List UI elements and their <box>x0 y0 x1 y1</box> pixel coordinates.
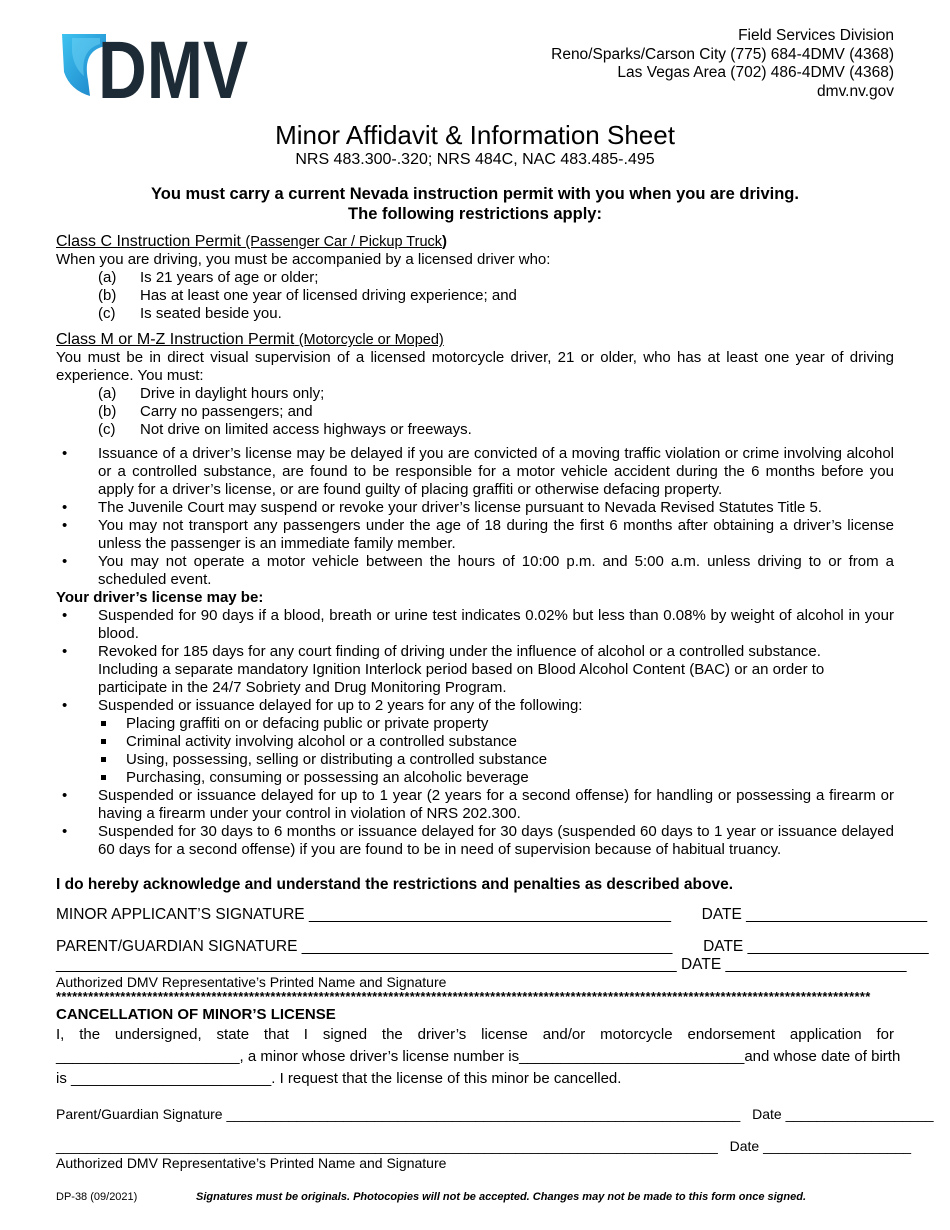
cancellation-line-1: I, the undersigned, state that I signed the driver’s license and/or motorcycle endorsement application for <box>56 1026 894 1043</box>
cancel-rep-label: Authorized DMV Representative’s Printed Name and Signature <box>56 1155 447 1171</box>
bullet-item: • Suspended or issuance delayed for up to 1 year (2 years for a second offense) for handling or possessing a firearm or having a firearm under your control in violation of NRS 202.300. <box>56 787 894 823</box>
bullet-item: • You may not operate a motor vehicle between the hours of 10:00 p.m. and 5:00 a.m. unless driving to or from a scheduled event. <box>56 553 894 589</box>
class-m-item: (c) Not drive on limited access highways or freeways. <box>98 421 472 438</box>
cancel-rep-field[interactable]: _____________________________________________________________________________________ <box>56 1138 718 1154</box>
class-m-section <box>56 331 894 439</box>
bullet-item: • Issuance of a driver’s license may be delayed if you are convicted of a moving traffic violation or crime involving alcohol or a controlled substance, are found to be responsible for a motor vehicle accident during the 6 months before you apply for a driver’s license, or are found guilty of placing graffiti or otherwise defacing property. <box>56 445 894 499</box>
rep-label: Authorized DMV Representative’s Printed Name and Signature <box>56 974 447 990</box>
rep-signature-row <box>56 956 907 974</box>
license-heading: Your driver’s license may be: <box>56 589 264 606</box>
logo-text: DMV <box>98 25 249 116</box>
minor-date-field[interactable]: _____________________ <box>746 906 928 923</box>
divider: ******************************************************************************************************************************************************** <box>56 989 871 1004</box>
bullet-item: • Suspended or issuance delayed for up to 2 years for any of the following: <box>56 697 894 715</box>
minor-signature-label: MINOR APPLICANT’S SIGNATURE <box>56 906 305 923</box>
date-label: Date <box>752 1106 782 1122</box>
cancel-parent-date-field[interactable]: ___________________ <box>785 1106 934 1122</box>
date-label: DATE <box>680 956 722 973</box>
website-link[interactable]: dmv.nv.gov <box>817 82 894 100</box>
sub-bullet-item: Purchasing, consuming or possessing an alcoholic beverage <box>56 769 894 787</box>
class-c-heading: Class C Instruction Permit (Passenger Car / Pickup Truck <box>56 233 443 250</box>
sub-bullet-item: Using, possessing, selling or distributing a controlled substance <box>56 751 894 769</box>
statute-reference: NRS 483.300-.320; NRS 484C, NAC 483.485-.495 <box>295 151 655 168</box>
notice-line-1: You must carry a current Nevada instruction permit with you when you are driving. <box>151 185 799 203</box>
cancellation-heading: CANCELLATION OF MINOR’S LICENSE <box>56 1006 336 1023</box>
parent-date-field[interactable]: _____________________ <box>747 938 929 955</box>
bullet-item: Including a separate mandatory Ignition Interlock period based on Blood Alcohol Content (BAC) or an order to participate in the 24/7 Sobriety and Drug Monitoring Program. <box>98 661 825 696</box>
phone-las-vegas: Las Vegas Area (702) 486-4DMV (4368) <box>617 64 894 81</box>
cancellation-line-2: ______________________, a minor whose driver’s license number is ___________________________ and whose date of birth <box>56 1046 894 1068</box>
cancel-rep-date-field[interactable]: ___________________ <box>763 1138 912 1154</box>
bullet-item: • You may not transport any passengers under the age of 18 during the first 6 months after obtaining a driver’s license unless the passenger is an immediate family member. <box>56 517 894 553</box>
division: Field Services Division <box>738 27 894 44</box>
class-c-item: (c) Is seated beside you. <box>98 305 282 322</box>
sub-bullet-item: Criminal activity involving alcohol or a controlled substance <box>56 733 894 751</box>
date-label: DATE <box>701 906 742 923</box>
cancel-parent-row <box>56 1106 934 1122</box>
parent-signature-field[interactable]: ___________________________________________ <box>301 938 673 955</box>
rep-signature-field[interactable]: ________________________________________________________________________ <box>56 956 677 973</box>
form-id: DP-38 (09/2021) <box>56 1191 138 1203</box>
cancel-rep-row <box>56 1138 911 1154</box>
parent-signature-row <box>56 938 929 956</box>
class-m-intro: You must be in direct visual supervision of a licensed motorcycle driver, 21 or older, who has at least one year of driving experience. You must: <box>56 349 894 384</box>
class-c-intro: When you are driving, you must be accompanied by a licensed driver who: <box>56 251 551 268</box>
sub-bullet-item: Placing graffiti on or defacing public or private property <box>56 715 894 733</box>
rep-date-field[interactable]: _____________________ <box>725 956 907 973</box>
bullet-item: • Suspended for 30 days to 6 months or issuance delayed for 30 days (suspended 60 days to 1 year or issuance delayed 60 days for a second offense) if you are found to be in need of supervision because of habitual truancy. <box>56 823 894 859</box>
bullet-item: • Suspended for 90 days if a blood, breath or urine test indicates 0.02% but less than 0.08% by weight of alcohol in your blood. <box>56 607 894 643</box>
acknowledgement: I do hereby acknowledge and understand the restrictions and penalties as described above. <box>56 876 734 893</box>
bullet-item: • The Juvenile Court may suspend or revoke your driver’s license pursuant to Nevada Revised Statutes Title 5. <box>56 499 894 517</box>
notice <box>0 184 950 224</box>
class-c-item: (a) Is 21 years of age or older; <box>98 269 319 286</box>
date-label: DATE <box>703 938 744 955</box>
contact-block <box>551 27 894 101</box>
parent-signature-label: PARENT/GUARDIAN SIGNATURE <box>56 938 298 955</box>
dob-field[interactable]: ________________________ <box>71 1070 272 1087</box>
cancel-parent-label: Parent/Guardian Signature <box>56 1106 223 1122</box>
license-number-field[interactable]: ___________________________ <box>519 1048 745 1065</box>
class-m-item: (b) Carry no passengers; and <box>98 403 313 420</box>
phone-reno: Reno/Sparks/Carson City (775) 684-4DMV (4368) <box>551 45 894 63</box>
minor-signature-field[interactable]: __________________________________________ <box>308 906 671 923</box>
minor-name-field[interactable]: ______________________ <box>56 1048 240 1065</box>
dmv-logo <box>60 25 250 116</box>
minor-signature-row <box>56 906 927 924</box>
class-m-item: (a) Drive in daylight hours only; <box>98 385 325 402</box>
cancellation-line-3: is ________________________. I request that the license of this minor be cancelled. <box>56 1070 622 1087</box>
class-c-section: Class C Instruction Permit (Passenger Car / Pickup Truck) When you are driving, you must be accompanied by a licensed driver who: (a) Is 21 years of age or older; (b) Has at least one year of licensed driving experience; and (c) Is seated beside you. <box>56 233 894 323</box>
cancellation-text <box>56 1024 901 1090</box>
footer-note: Signatures must be originals. Photocopies will not be accepted. Changes may not be made to this form once signed. <box>196 1191 806 1203</box>
page-title: Minor Affidavit & Information Sheet <box>275 120 675 150</box>
class-m-heading: Class M or M-Z Instruction Permit (Motorcycle or Moped) <box>56 331 444 348</box>
bullet-item: • Revoked for 185 days for any court finding of driving under the influence of alcohol or a controlled substance. <box>56 643 894 661</box>
cancel-parent-field[interactable]: __________________________________________________________________ <box>226 1106 741 1122</box>
class-c-item: (b) Has at least one year of licensed driving experience; and <box>98 287 517 304</box>
notice-line-2: The following restrictions apply: <box>348 205 602 223</box>
date-label: Date <box>729 1138 760 1154</box>
warnings-section <box>56 445 894 859</box>
